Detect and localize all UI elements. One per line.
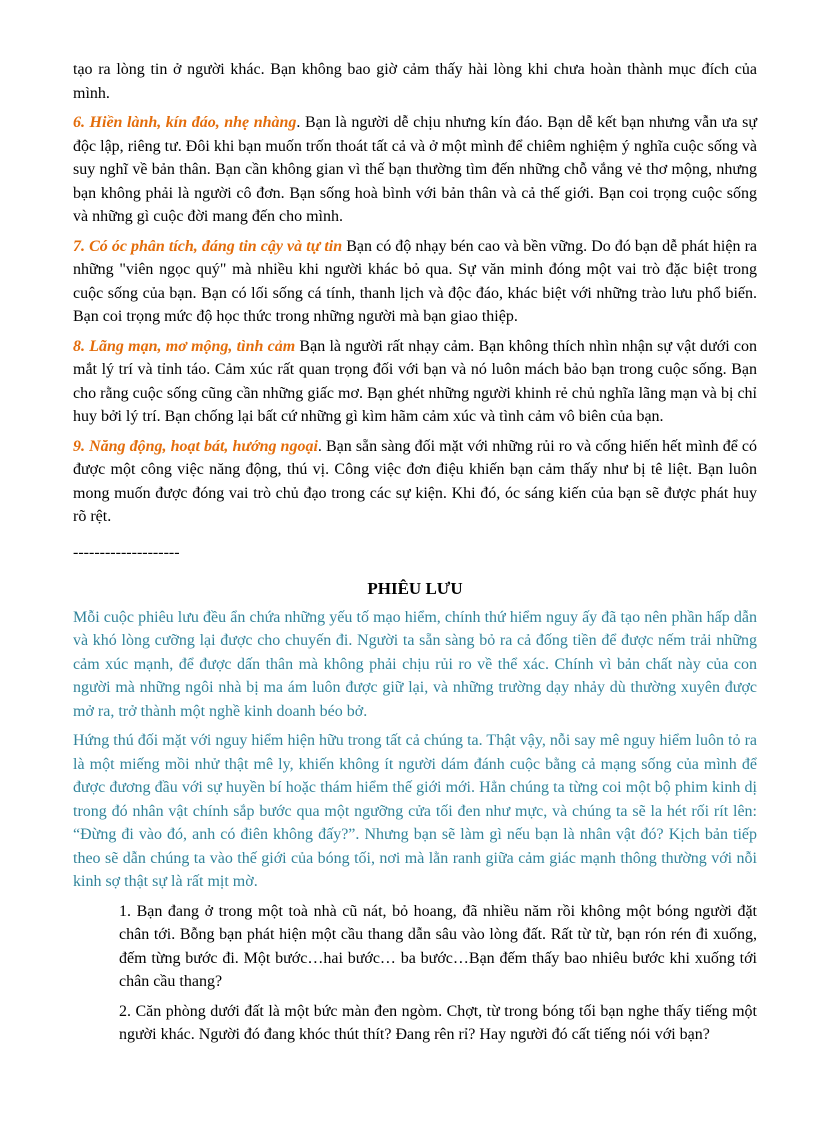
trait-heading-8: 8. Lãng mạn, mơ mộng, tình cảm <box>73 337 296 355</box>
question-2: 2. Căn phòng dưới đất là một bức màn đen ngòm. Chợt, từ trong bóng tối bạn nghe thấy tiếng một người khác. Người đó đang khóc thút thít? Đang rên rỉ? Hay người đó cất tiếng nói với bạn? <box>119 1002 757 1043</box>
trait-body-6: . Bạn là người dễ chịu nhưng kín đáo. Bạn dễ kết bạn nhưng vẫn ưa sự độc lập, riêng tư. Đôi khi bạn muốn trốn thoát tất cả và ở một mình để chiêm nghiệm ý nghĩa cuộc sống và suy nghĩ về bản thân. Bạn cần không gian vì thế bạn thường tìm đến những chỗ vắng vẻ thơ mộng, nhưng bạn không phải là người cô đơn. Bạn sống hoà bình với bản thân và cả thế giới. Bạn coi trọng cuộc sống và những gì cuộc đời mang đến cho mình. <box>73 114 758 225</box>
trait-heading-6: 6. Hiền lành, kín đáo, nhẹ nhàng <box>73 114 297 131</box>
trait-body-9: . Bạn sẵn sàng đối mặt với những rủi ro và cống hiến hết mình để có được một công việc năng động, thú vị. Công việc đơn điệu khiến bạn cảm thấy như bị tê liệt. Bạn luôn mong muốn được đóng vai trò chủ đạo trong các sự kiện. Khi đó, óc sáng kiến của bạn sẽ được phát huy rõ rệt. <box>73 437 758 525</box>
trait-heading-9: 9. Năng động, hoạt bát, hướng ngoại <box>73 437 318 455</box>
intro-paragraph-teal-2: Hứng thú đối mặt với nguy hiểm hiện hữu trong tất cả chúng ta. Thật vậy, nỗi say mê nguy hiểm luôn tỏ ra là một miếng mồi nhử thật mê ly, khiến không ít người dám đánh cuộc bằng cả mạng sống của mình để được đương đầu với sự huyền bí hoặc thám hiểm thế giới mới. Hẳn chúng ta từng coi một bộ phim kinh dị trong đó nhân vật chính sắp bước qua một ngưỡng cửa tối đen như mực, và chúng ta sẽ la hét rối rít lên: “Đừng đi vào đó, anh có điên không đấy?”. Nhưng bạn sẽ làm gì nếu bạn là nhân vật đó? Kịch bản tiếp theo sẽ dẫn chúng ta vào thế giới của bóng tối, nơi mà lằn ranh giữa cảm giác mạnh thông thường với nỗi kinh sợ thật sự là rất mịt mờ. <box>73 732 757 890</box>
document-page <box>73 58 757 1053</box>
intro-paragraph: tạo ra lòng tin ở người khác. Bạn không bao giờ cảm thấy hài lòng khi chưa hoàn thành mục đích của mình. <box>73 61 757 102</box>
trait-item-6 <box>73 111 757 229</box>
intro-paragraph-teal-1: Mỗi cuộc phiêu lưu đều ẩn chứa những yếu tố mạo hiểm, chính thứ hiểm nguy ấy đã tạo nên phần hấp dẫn và khó lòng cưỡng lại được cho chuyến đi. Người ta sẵn sàng bỏ ra cả đống tiền để được nếm trải những cảm xúc mạnh, để được dấn thân mà không phải chịu rủi ro về thể xác. Chính vì bản chất này của con người mà những ngôi nhà bị ma ám luôn được giữ lại, và những trường dạy nhảy dù thường xuyên được mở ra, trở thành một nghề kinh doanh béo bở. <box>73 608 757 720</box>
question-1: 1. Bạn đang ở trong một toà nhà cũ nát, bỏ hoang, đã nhiều năm rồi không một bóng người đặt chân tới. Bỗng bạn phát hiện một cầu thang dẫn sâu vào lòng đất. Rất từ từ, bạn rón rén đi xuống, đếm từng bước đi. Một bước…hai bước… ba bước…Bạn đếm thấy bao nhiêu bước khi xuống tới chân cầu thang? <box>119 902 757 990</box>
trait-body-7: Bạn có độ nhạy bén cao và bền vững. Do đó bạn dễ phát hiện ra những "viên ngọc quý" mà nhiều khi người khác bỏ qua. Sự văn minh đóng một vai trò đặc biệt trong cuộc sống của bạn. Bạn có lối sống cá tính, thanh lịch và độc đáo, khác biệt với những trào lưu phổ biến. Bạn coi trọng mức độ học thức trong những người mà bạn giao thiệp. <box>73 237 757 325</box>
section-title: PHIÊU LƯU <box>367 578 463 598</box>
trait-item-7 <box>73 235 757 329</box>
trait-item-8 <box>73 335 757 429</box>
trait-body-8: Bạn là người rất nhạy cảm. Bạn không thích nhìn nhận sự vật dưới con mắt lý trí và tỉnh táo. Cảm xúc rất quan trọng đối với bạn và nó luôn mách bảo bạn trong cuộc sống. Bạn cho rằng cuộc sống cũng cần những giấc mơ. Bạn ghét những người khinh rẻ chủ nghĩa lãng mạn và bị chỉ huy bởi lý trí. Bạn chống lại bất cứ những gì kìm hãm cảm xúc và tình cảm vô biên của bạn. <box>73 337 757 425</box>
section-divider: -------------------- <box>73 543 180 561</box>
trait-heading-7: 7. Có óc phân tích, đáng tin cậy và tự tin <box>73 237 343 255</box>
trait-item-9 <box>73 435 757 529</box>
